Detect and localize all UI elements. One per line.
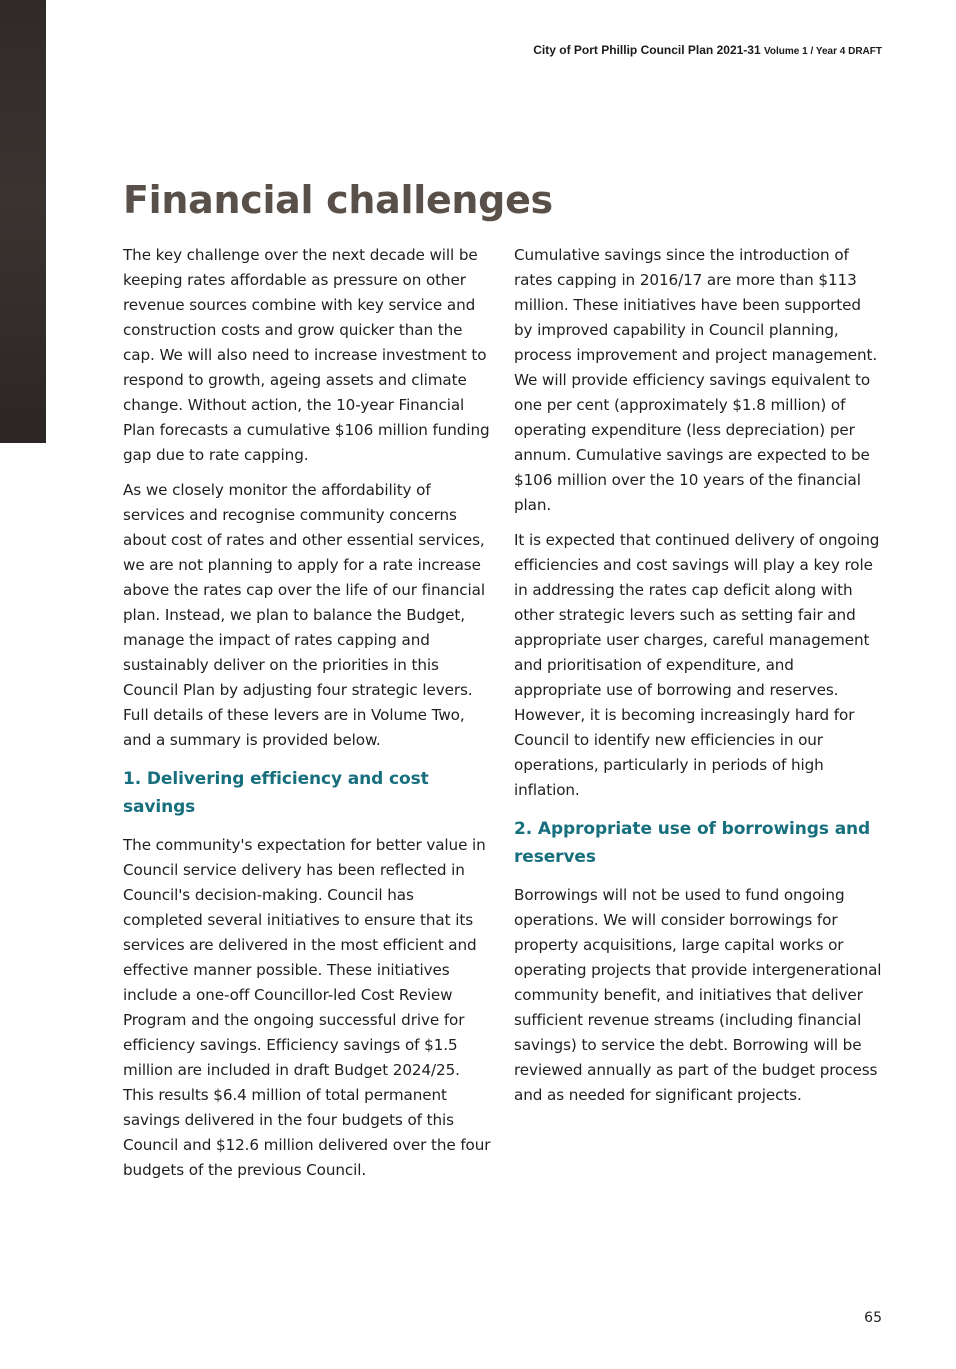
running-header: [533, 43, 882, 57]
running-header-volume: Volume 1 / Year 4 DRAFT: [763, 46, 882, 57]
paragraph-community-expectation: The community's expectation for better value in Council service delivery has been reflected in Council's decision-making. Council has completed several initiatives to ensure that its services are delivered in the most efficient and effective manner possible. These initiatives include a one-off Councillor-led Cost Review Program and the ongoing successful drive for efficiency savings. Efficiency savings of $1.5 million are included in draft Budget 2024/25. This results $6.4 million of total permanent savings delivered in the four budgets of this Council and $12.6 million delivered over the four budgets of the previous Council.: [123, 836, 491, 1179]
decorative-side-band: [0, 0, 46, 443]
left-column: [123, 243, 491, 1193]
paragraph-cumulative-savings: Cumulative savings since the introduction of rates capping in 2016/17 are more than $113 million. These initiatives have been supported by improved capability in Council planning, process improvement and project management. We will provide efficiency savings equivalent to one per cent (approximately $1.8 million) of operating expenditure (less depreciation) per annum. Cumulative savings are expected to be $106 million over the 10 years of the financial plan.: [514, 246, 878, 514]
heading-efficiency-savings: 1. Delivering efficiency and cost savings: [123, 769, 429, 817]
paragraph-key-challenge: The key challenge over the next decade will be keeping rates affordable as pressure on other revenue sources combine with key service and construction costs and grow quicker than the cap. We will also need to increase investment to respond to growth, ageing assets and climate change. Without action, the 10-year Financial Plan forecasts a cumulative $106 million funding gap due to rate capping.: [123, 246, 490, 464]
paragraph-borrowings: Borrowings will not be used to fund ongoing operations. We will consider borrowings for property acquisitions, large capital works or operating projects that provide intergenerational community benefit, and initiatives that deliver sufficient revenue streams (including financial savings) to service the debt. Borrowing will be reviewed annually as part of the budget process and as needed for significant projects.: [514, 886, 882, 1104]
right-column: [514, 243, 882, 1118]
heading-borrowings-reserves: 2. Appropriate use of borrowings and reserves: [514, 819, 871, 867]
page-number: 65: [864, 1310, 882, 1326]
paragraph-continued-delivery: It is expected that continued delivery of ongoing efficiencies and cost savings will play a key role in addressing the rates cap deficit along with other strategic levers such as setting fair and appropriate user charges, careful management and prioritisation of expenditure, and appropriate use of borrowing and reserves. However, it is becoming increasingly hard for Council to identify new efficiencies in our operations, particularly in periods of high inflation.: [514, 531, 880, 799]
paragraph-affordability: As we closely monitor the affordability of services and recognise community concerns about cost of rates and other essential services, we are not planning to apply for a rate increase above the rates cap over the life of our financial plan. Instead, we plan to balance the Budget, manage the impact of rates capping and sustainably deliver on the priorities in this Council Plan by adjusting four strategic levers. Full details of these levers are in Volume Two, and a summary is provided below.: [123, 481, 485, 749]
page-title: Financial challenges: [123, 178, 553, 222]
running-header-title: City of Port Phillip Council Plan 2021-31: [533, 43, 761, 57]
